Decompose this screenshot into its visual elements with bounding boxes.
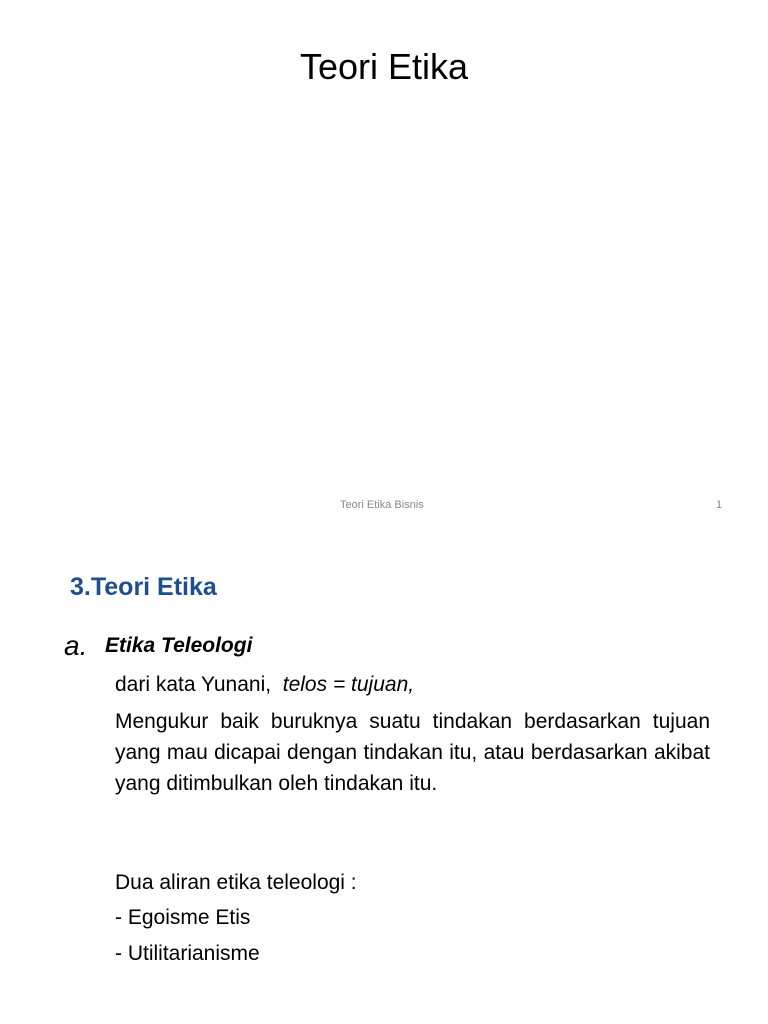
streams-intro: Dua aliran etika teleologi : bbox=[115, 871, 357, 894]
page-number: 1 bbox=[716, 499, 723, 511]
subsection-title: Etika Teleologi bbox=[105, 634, 253, 657]
subsection-marker: a. bbox=[64, 630, 88, 661]
section-heading: 3.Teori Etika bbox=[70, 573, 217, 601]
stream-item: - Utilitarianisme bbox=[115, 942, 260, 965]
stream-item: - Egoisme Etis bbox=[115, 906, 251, 929]
definition-paragraph: Mengukur baik buruknya suatu tindakan berdasarkan tujuan yang mau dicapai dengan tindakan itu, atau berdasarkan akibat yang ditimbulkan oleh tindakan itu. bbox=[115, 710, 710, 795]
slide-title: Teori Etika bbox=[299, 46, 469, 87]
origin-line bbox=[115, 673, 414, 697]
slide-footer: Teori Etika Bisnis bbox=[340, 499, 424, 511]
origin-term: telos = tujuan, bbox=[282, 673, 415, 696]
origin-prefix: dari kata Yunani, bbox=[115, 673, 272, 696]
